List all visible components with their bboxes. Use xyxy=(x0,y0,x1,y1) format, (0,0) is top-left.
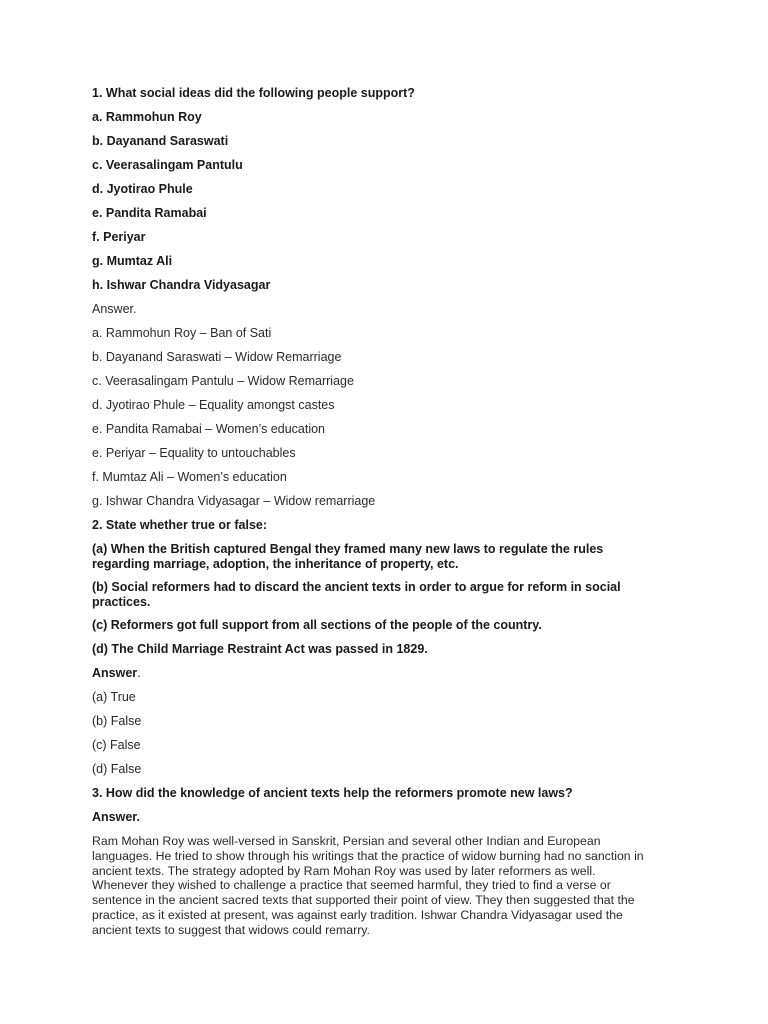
q1-answer: e. Pandita Ramabai – Women’s education xyxy=(92,422,326,436)
q1-item: f. Periyar xyxy=(92,230,146,244)
q2-answer: (c) False xyxy=(92,738,141,753)
q1-question: 1. What social ideas did the following people support? xyxy=(92,86,415,100)
q3-answer-paragraph: Ram Mohan Roy was well-versed in Sanskrit, Persian and several other Indian and European languages. He tried to show through his writings that the practice of widow burning had no sanction in ancient texts. The strategy adopted by Ram Mohan Roy was used by later reformers as well. Whenever they wished to challenge a practice that seemed harmful, they tried to find a verse or sentence in the ancient sacred texts that supported their point of view. They then suggested that the practice, as it existed at present, was against early tradition. Ishwar Chandra Vidyasagar used the ancient texts to suggest that widows could remarry. xyxy=(92,834,644,937)
q2-answer: (b) False xyxy=(92,714,142,729)
q3-question: 3. How did the knowledge of ancient texts help the reformers promote new laws? xyxy=(92,786,573,801)
q2-statement: (c) Reformers got full support from all sections of the people of the country. xyxy=(92,618,542,633)
q1-item: d. Jyotirao Phule xyxy=(92,182,193,196)
q3-answer-label: Answer. xyxy=(92,810,140,825)
q1-answer: d. Jyotirao Phule – Equality amongst castes xyxy=(92,398,335,412)
q1-item: e. Pandita Ramabai xyxy=(92,206,207,220)
q2-answer: (d) False xyxy=(92,762,142,777)
q1-answer: c. Veerasalingam Pantulu – Widow Remarriage xyxy=(92,374,354,388)
q1-item: a. Rammohun Roy xyxy=(92,110,202,124)
q1-item: g. Mumtaz Ali xyxy=(92,254,173,268)
q1-item: b. Dayanand Saraswati xyxy=(92,134,229,148)
q1-item: c. Veerasalingam Pantulu xyxy=(92,158,243,172)
q1-answer: g. Ishwar Chandra Vidyasagar – Widow remarriage xyxy=(92,494,376,508)
q2-question: 2. State whether true or false: xyxy=(92,518,268,532)
document-page xyxy=(92,86,692,937)
q2-statement: (d) The Child Marriage Restraint Act was passed in 1829. xyxy=(92,642,428,657)
q1-item: h. Ishwar Chandra Vidyasagar xyxy=(92,278,271,292)
q1-answer: a. Rammohun Roy – Ban of Sati xyxy=(92,326,272,340)
q2-statement: (a) When the British captured Bengal they framed many new laws to regulate the rules regarding marriage, adoption, the inheritance of property, etc. xyxy=(92,542,604,571)
q2-answer-heading xyxy=(92,666,692,681)
q2-statement: (b) Social reformers had to discard the ancient texts in order to argue for reform in social practices. xyxy=(92,580,621,609)
q1-answer-label: Answer. xyxy=(92,302,137,316)
q2-answer: (a) True xyxy=(92,690,136,705)
q1-answer: b. Dayanand Saraswati – Widow Remarriage xyxy=(92,350,342,364)
q2-answer-label-suffix: . xyxy=(137,666,141,681)
q2-answer-label: Answer xyxy=(92,666,138,681)
q1-answer: e. Periyar – Equality to untouchables xyxy=(92,446,296,460)
q1-answer: f. Mumtaz Ali – Women’s education xyxy=(92,470,287,484)
